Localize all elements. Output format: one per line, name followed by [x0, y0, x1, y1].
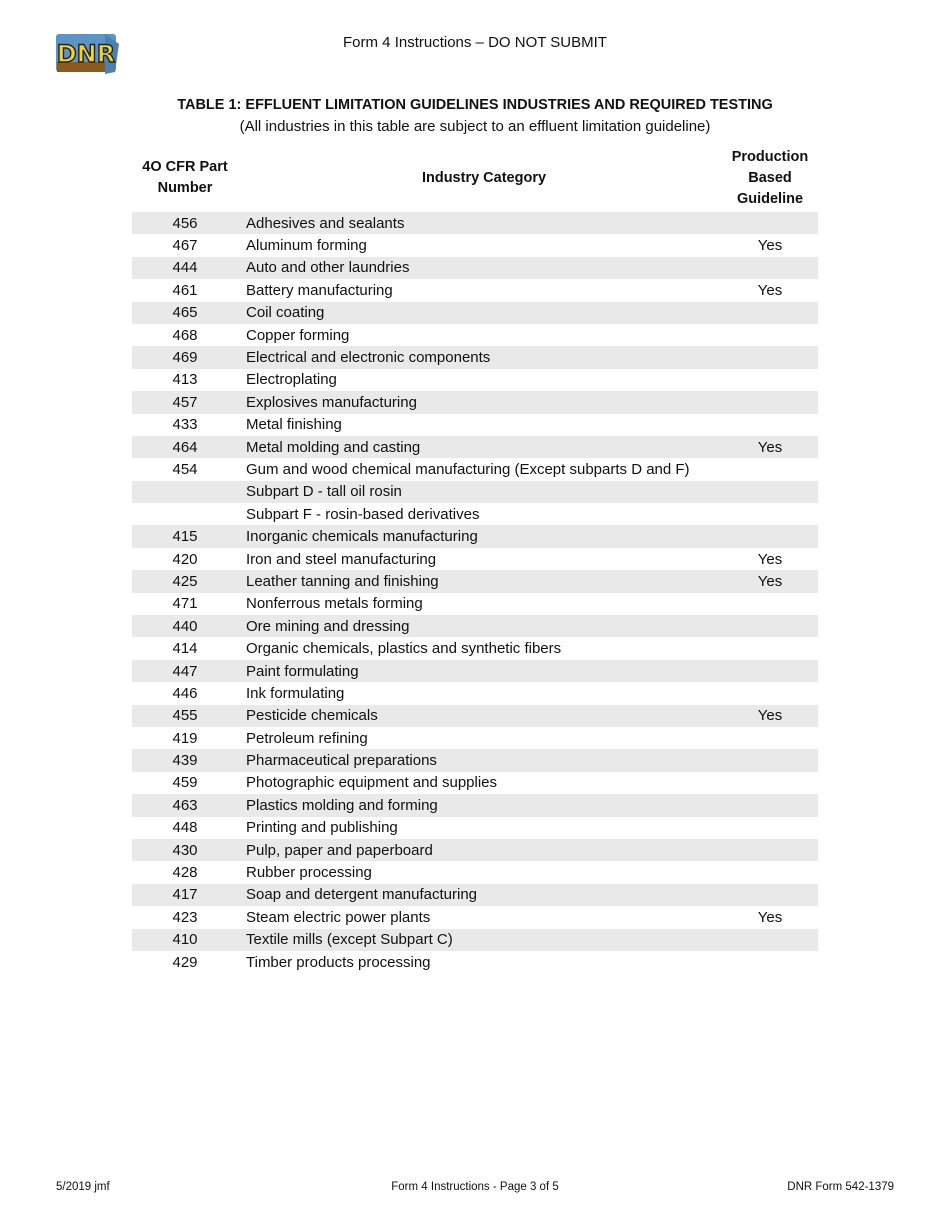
cell-industry-category: Soap and detergent manufacturing — [246, 886, 477, 904]
header-cfr-part: 4O CFR Part Number — [142, 159, 228, 196]
cell-cfr-part: 456 — [172, 214, 198, 232]
cell-industry-category: Explosives manufacturing — [246, 393, 417, 411]
table-row — [132, 772, 818, 794]
cell-cfr-part: 446 — [172, 684, 198, 702]
table-row — [132, 929, 818, 951]
table-row — [132, 615, 818, 637]
cell-industry-category: Ink formulating — [246, 684, 345, 702]
cell-industry-category: Metal finishing — [246, 416, 342, 434]
cell-industry-category: Adhesives and sealants — [246, 214, 405, 232]
table-row — [132, 660, 818, 682]
cell-cfr-part: 468 — [172, 326, 198, 344]
table-row — [132, 727, 818, 749]
cell-cfr-part: 423 — [172, 908, 198, 926]
cell-cfr-part: 420 — [172, 550, 198, 568]
table-row — [132, 637, 818, 659]
table-row — [132, 369, 818, 391]
cell-industry-category: Electrical and electronic components — [246, 349, 491, 367]
table-body — [132, 212, 818, 973]
cell-industry-category: Pulp, paper and paperboard — [246, 841, 433, 859]
table-row — [132, 302, 818, 324]
table-row — [132, 458, 818, 480]
table-row — [132, 481, 818, 503]
cell-industry-category: Nonferrous metals forming — [246, 595, 423, 613]
table-row — [132, 346, 818, 368]
effluent-guidelines-table — [132, 144, 818, 973]
cell-production-based: Yes — [757, 572, 783, 590]
cell-industry-category: Pesticide chemicals — [246, 707, 378, 725]
table-row — [132, 794, 818, 816]
cell-cfr-part: 433 — [172, 416, 198, 434]
cell-industry-category: Petroleum refining — [246, 729, 368, 747]
cell-cfr-part: 444 — [172, 259, 198, 277]
cell-cfr-part: 429 — [172, 953, 198, 971]
cell-cfr-part: 448 — [172, 819, 198, 837]
cell-industry-category: Steam electric power plants — [246, 908, 431, 926]
cell-industry-category: Inorganic chemicals manufacturing — [246, 528, 478, 546]
cell-cfr-part: 439 — [172, 752, 198, 770]
cell-industry-category: Coil coating — [246, 304, 325, 322]
table-row — [132, 682, 818, 704]
cell-industry-category: Copper forming — [246, 326, 350, 344]
cell-production-based: Yes — [757, 438, 783, 456]
cell-industry-category: Iron and steel manufacturing — [246, 550, 437, 568]
footer-form-number: DNR Form 542-1379 — [787, 1181, 894, 1193]
cell-production-based: Yes — [757, 237, 783, 255]
cell-production-based: Yes — [757, 908, 783, 926]
cell-industry-category: Rubber processing — [246, 864, 372, 882]
cell-production-based: Yes — [757, 281, 783, 299]
cell-industry-category: Printing and publishing — [246, 819, 398, 837]
cell-industry-category: Textile mills (except Subpart C) — [246, 931, 453, 949]
table-row — [132, 436, 818, 458]
table-row — [132, 279, 818, 301]
cell-cfr-part: 419 — [172, 729, 198, 747]
table-header-row — [132, 144, 818, 212]
table-row — [132, 414, 818, 436]
table-row — [132, 817, 818, 839]
cell-cfr-part: 454 — [172, 460, 198, 478]
cell-cfr-part: 417 — [172, 886, 198, 904]
cell-production-based: Yes — [757, 707, 783, 725]
cell-industry-category: Photographic equipment and supplies — [246, 774, 498, 792]
cell-cfr-part: 425 — [172, 572, 198, 590]
cell-industry-category: Pharmaceutical preparations — [246, 752, 437, 770]
table-title: TABLE 1: EFFLUENT LIMITATION GUIDELINES INDUSTRIES AND REQUIRED TESTING — [177, 97, 773, 113]
table-row — [132, 212, 818, 234]
cell-industry-category: Timber products processing — [246, 953, 431, 971]
cell-cfr-part: 428 — [172, 864, 198, 882]
cell-cfr-part: 469 — [172, 349, 198, 367]
cell-cfr-part: 463 — [172, 796, 198, 814]
cell-cfr-part: 461 — [172, 281, 198, 299]
cell-cfr-part: 459 — [172, 774, 198, 792]
cell-industry-category: Aluminum forming — [246, 237, 367, 255]
table-row — [132, 234, 818, 256]
cell-cfr-part: 440 — [172, 617, 198, 635]
table-subtitle: (All industries in this table are subject to an effluent limitation guideline) — [239, 118, 711, 135]
table-row — [132, 570, 818, 592]
cell-cfr-part: 413 — [172, 371, 198, 389]
table-row — [132, 884, 818, 906]
cell-cfr-part: 430 — [172, 841, 198, 859]
cell-industry-category: Paint formulating — [246, 662, 359, 680]
cell-industry-category: Electroplating — [246, 371, 337, 389]
table-row — [132, 593, 818, 615]
table-row — [132, 503, 818, 525]
table-row — [132, 861, 818, 883]
cell-industry-category: Metal molding and casting — [246, 438, 421, 456]
footer-page-number: Form 4 Instructions - Page 3 of 5 — [391, 1181, 559, 1193]
cell-industry-category: Ore mining and dressing — [246, 617, 410, 635]
cell-industry-category: Subpart F - rosin-based derivatives — [246, 505, 480, 523]
cell-cfr-part: 457 — [172, 393, 198, 411]
table-row — [132, 705, 818, 727]
cell-industry-category: Battery manufacturing — [246, 281, 393, 299]
header-production-based: Production Based Guideline — [731, 148, 809, 207]
cell-production-based: Yes — [757, 550, 783, 568]
table-row — [132, 839, 818, 861]
table-row — [132, 525, 818, 547]
table-row — [132, 906, 818, 928]
cell-industry-category: Subpart D - tall oil rosin — [246, 483, 402, 501]
cell-industry-category: Leather tanning and finishing — [246, 572, 439, 590]
table-row — [132, 951, 818, 973]
cell-cfr-part: 414 — [172, 640, 198, 658]
footer-date: 5/2019 jmf — [56, 1181, 110, 1193]
cell-cfr-part: 465 — [172, 304, 198, 322]
cell-industry-category: Auto and other laundries — [246, 259, 410, 277]
table-row — [132, 391, 818, 413]
table-row — [132, 749, 818, 771]
cell-cfr-part: 467 — [172, 237, 198, 255]
cell-cfr-part: 447 — [172, 662, 198, 680]
cell-industry-category: Gum and wood chemical manufacturing (Except subparts D and F) — [246, 460, 690, 478]
cell-cfr-part: 464 — [172, 438, 198, 456]
header-industry-category: Industry Category — [421, 169, 547, 186]
cell-cfr-part: 455 — [172, 707, 198, 725]
table-row — [132, 324, 818, 346]
cell-cfr-part: 410 — [172, 931, 198, 949]
cell-industry-category: Organic chemicals, plastics and synthetic fibers — [246, 640, 562, 658]
table-row — [132, 548, 818, 570]
cell-cfr-part: 415 — [172, 528, 198, 546]
logo-text: DNR — [56, 40, 116, 68]
table-row — [132, 257, 818, 279]
cell-cfr-part: 471 — [172, 595, 198, 613]
page-header-title: Form 4 Instructions – DO NOT SUBMIT — [343, 34, 607, 51]
cell-industry-category: Plastics molding and forming — [246, 796, 438, 814]
